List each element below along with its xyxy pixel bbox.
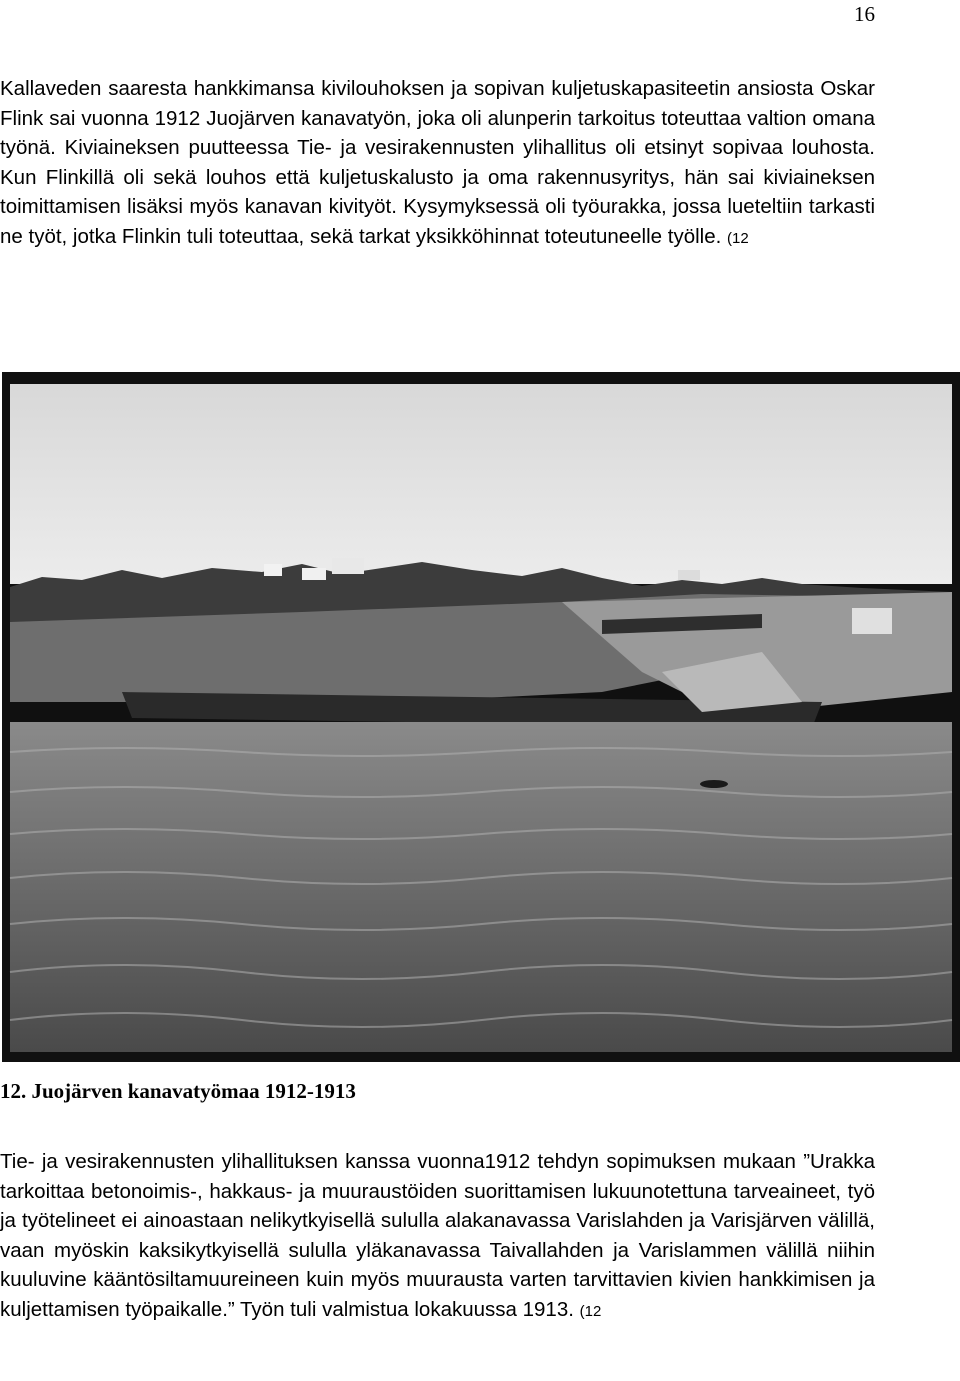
figure-caption: 12. Juojärven kanavatyömaa 1912-1913 bbox=[0, 1079, 356, 1103]
citation-ref: (12 bbox=[727, 229, 749, 247]
paragraph-intro bbox=[0, 74, 875, 253]
paragraph-intro-text: Kallaveden saaresta hankkimansa kivilouhoksen ja sopivan kuljetuskapasiteetin ansiosta Oskar Flink sai vuonna 1912 Juojärven kanavatyön, joka oli alunperin tarkoitus toteuttaa valtion omana työnä. Kiviaineksen puutteessa Tie- ja vesirakennusten ylihallitus oli etsinyt sopivaa louhosta. Kun Flinkillä oli sekä louhos että kuljetuskalusto ja oma rakennusyritys, hän sai kiviaineksen toimittamisen lisäksi myös kanavan kivityöt. Kysymyksessä oli työurakka, jossa lueteltiin tarkasti ne työt, jotka Flinkin tuli toteuttaa, sekä tarkat yksikköhinnat toteutuneelle työlle. bbox=[0, 77, 875, 248]
paragraph-contract-text: Tie- ja vesirakennusten ylihallituksen kanssa vuonna1912 tehdyn sopimuksen mukaan ”Urakka tarkoittaa betonoimis-, hakkaus- ja muuraustöiden suorittamisen lukuunotettuna tarveaineet, työ ja työtelineet ei ainoastaan nelikytkyisellä sululla alakanavassa Varislahden ja Varisjärven välillä, vaan myöskin kaksikytkyisellä sululla yläkanavassa Taivallahden ja Varislammen välillä niihin kuuluvine kääntösiltamuureineen kuin myös muurausta varten tarvittavien kivien hankkimisen ja kuljettamisen työpaikalle.” Työn tuli valmistua lokakuussa 1913. bbox=[0, 1150, 875, 1321]
page-number: 16 bbox=[854, 2, 875, 26]
citation-ref: (12 bbox=[579, 1302, 602, 1320]
paragraph-contract bbox=[0, 1147, 875, 1326]
canal-construction-photo bbox=[2, 372, 960, 1062]
